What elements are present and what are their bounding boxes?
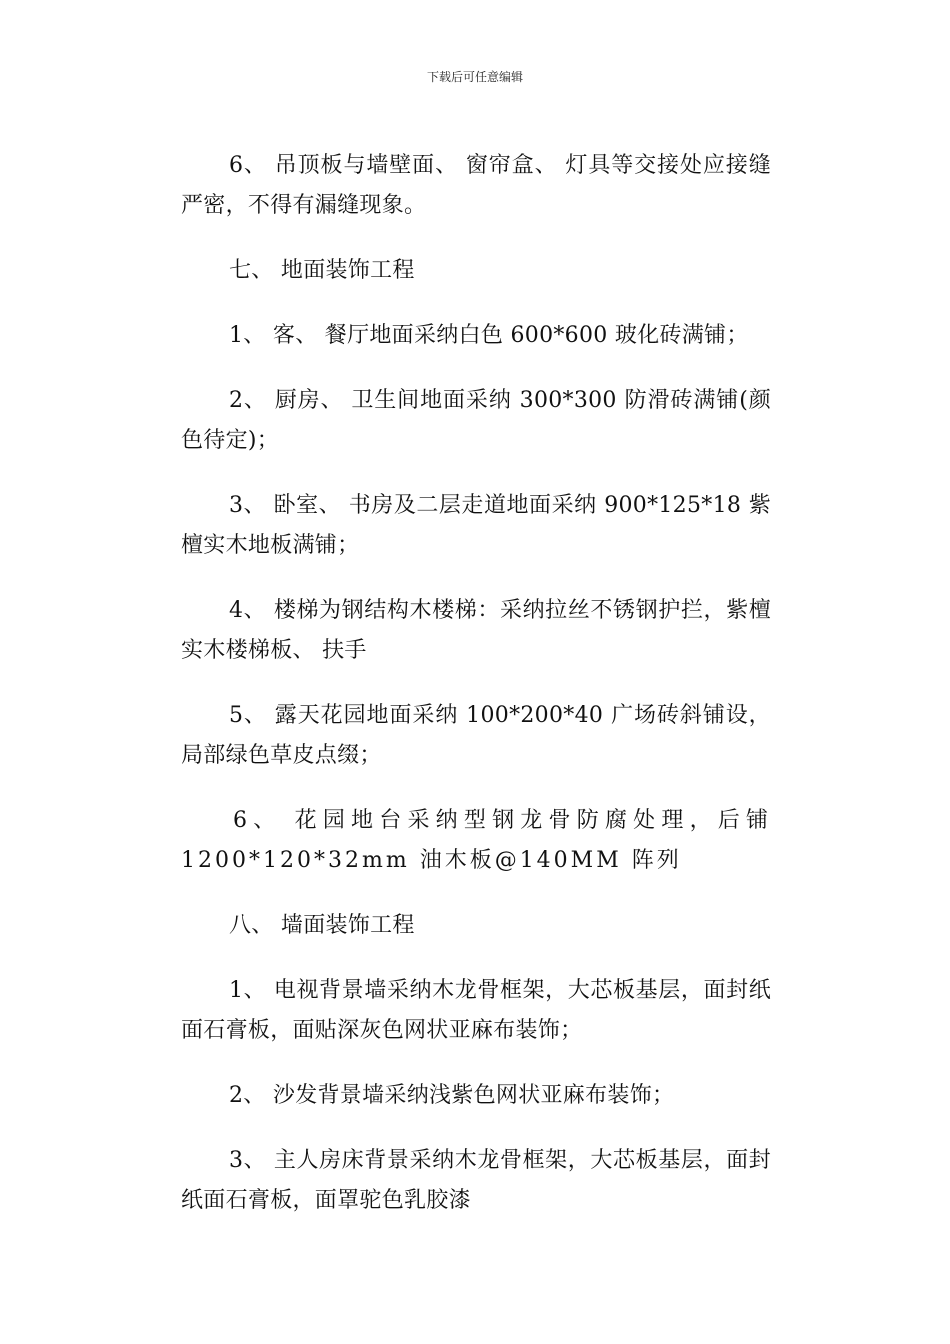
document-body <box>181 146 771 1246</box>
paragraph-wall-item-2: 2、 沙发背景墙采纳浅紫色网状亚麻布装饰； <box>229 1083 675 1108</box>
paragraph-wall-item-1: 1、 电视背景墙采纳木龙骨框架，大芯板基层，面封纸面石膏板，面贴深灰色网状亚麻布装饰； <box>181 978 771 1043</box>
section-heading-floor: 七、 地面装饰工程 <box>229 258 415 283</box>
paragraph-floor-item-4: 4、 楼梯为钢结构木楼梯：采纳拉丝不锈钢护拦，紫檀实木楼梯板、 扶手 <box>181 598 771 663</box>
paragraph-floor-item-3: 3、 卧室、 书房及二层走道地面采纳 900*125*18 紫檀实木地板满铺； <box>181 493 771 558</box>
header-note: 下载后可任意编辑 <box>426 70 523 84</box>
section-heading-wall: 八、 墙面装饰工程 <box>229 913 415 938</box>
paragraph-floor-item-6: 6、 花园地台采纳型钢龙骨防腐处理，后铺 1200*120*32mm 油木板@140MM 阵列 <box>181 808 771 873</box>
paragraph-wall-item-3: 3、 主人房床背景采纳木龙骨框架，大芯板基层，面封纸面石膏板，面罩驼色乳胶漆 <box>181 1148 771 1213</box>
paragraph-floor-item-2: 2、 厨房、 卫生间地面采纳 300*300 防滑砖满铺(颜色待定)； <box>181 388 771 453</box>
paragraph-floor-item-5: 5、 露天花园地面采纳 100*200*40 广场砖斜铺设，局部绿色草皮点缀； <box>181 703 771 768</box>
paragraph-ceiling-item-6: 6、 吊顶板与墙壁面、 窗帘盒、 灯具等交接处应接缝严密，不得有漏缝现象。 <box>181 153 771 218</box>
paragraph-floor-item-1: 1、 客、 餐厅地面采纳白色 600*600 玻化砖满铺； <box>229 323 749 348</box>
